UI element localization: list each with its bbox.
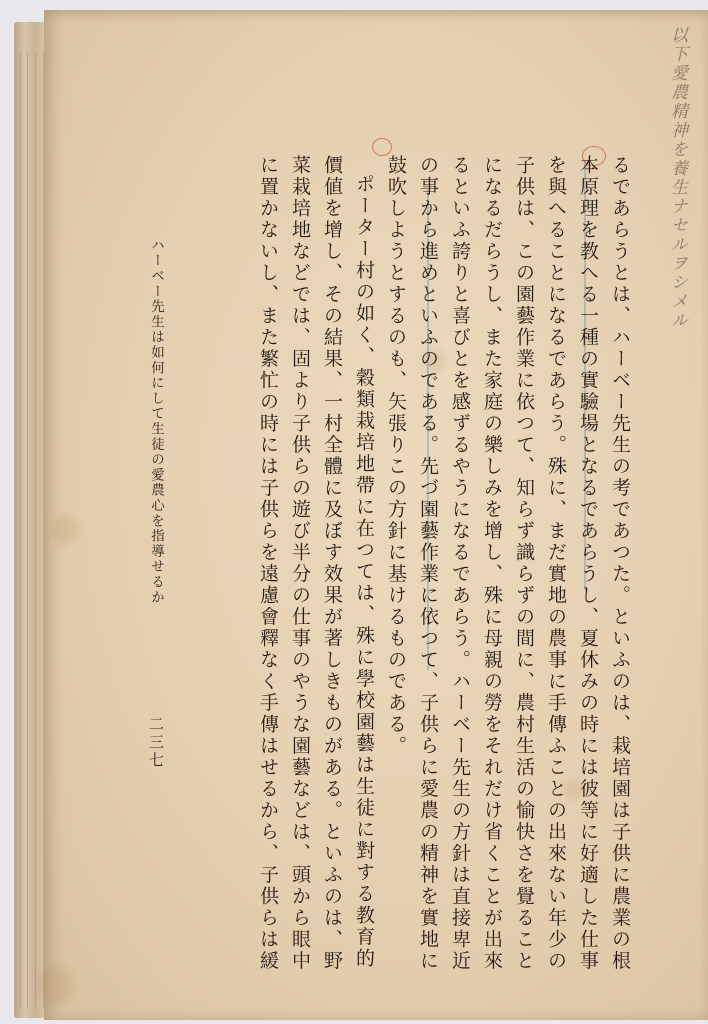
text-column: ポーター村の如く、穀類栽培地帶に在つては、殊に學校園藝は生徒に對する教育的: [353, 174, 375, 970]
text-column: 本原理を教へる一種の實驗場となるであらうし、夏休みの時には彼等に好適した仕事: [577, 155, 599, 972]
text-column: 價値を增し、その結果、一村全體に及ぼす效果が著しきものがある。といふのは、野: [321, 155, 343, 972]
paper-stain: [52, 515, 78, 545]
body-text: [252, 155, 636, 972]
text-column: に置かないし、また繁忙の時には子供らを遠慮會釋なく手傳はせるから、子供らは緩: [257, 155, 279, 972]
page-number: 二三七: [147, 716, 165, 770]
text-column: るであらうとは、ハーベー先生の考であつた。といふのは、栽培園は子供に農業の根: [609, 155, 631, 972]
text-column: 鼓吹しようとするのも、矢張りこの方針に基けるものである。: [385, 155, 407, 757]
text-column: 菜栽培地などでは、固より子供らの遊び半分の仕事のやうな園藝などは、頭から眼中: [289, 155, 311, 972]
handwritten-note: 以下愛農精神を養生ナセルヲシメル: [667, 26, 687, 330]
text-column: を與へることになるであらう。殊に、まだ實地の農事に手傳ふことの出來ない年少の: [545, 155, 567, 972]
text-column: るといふ誇りと喜びとを感ずるやうになるであらう。ハーベー先生の方針は直接卑近: [449, 155, 471, 972]
paper-stain: [40, 965, 74, 1005]
edge-line: [35, 52, 36, 1008]
edge-line: [27, 52, 28, 1008]
text-column: になるだらうし、また家庭の樂しみを增し、殊に母親の勞をそれだけ省くことが出來: [481, 155, 503, 972]
text-column: 子供は、この園藝作業に依つて、知らず識らずの間に、農村生活の愉快さを覺ること: [513, 155, 535, 972]
text-column: の事から進めといふのである。先づ園藝作業に依つて、子供らに愛農の精神を實地に: [417, 155, 439, 972]
red-circle-mark: [372, 138, 392, 156]
edge-line: [20, 52, 21, 1008]
running-head: ハーベー先生は如何にして生徒の愛農心を指導せるか: [148, 238, 164, 606]
